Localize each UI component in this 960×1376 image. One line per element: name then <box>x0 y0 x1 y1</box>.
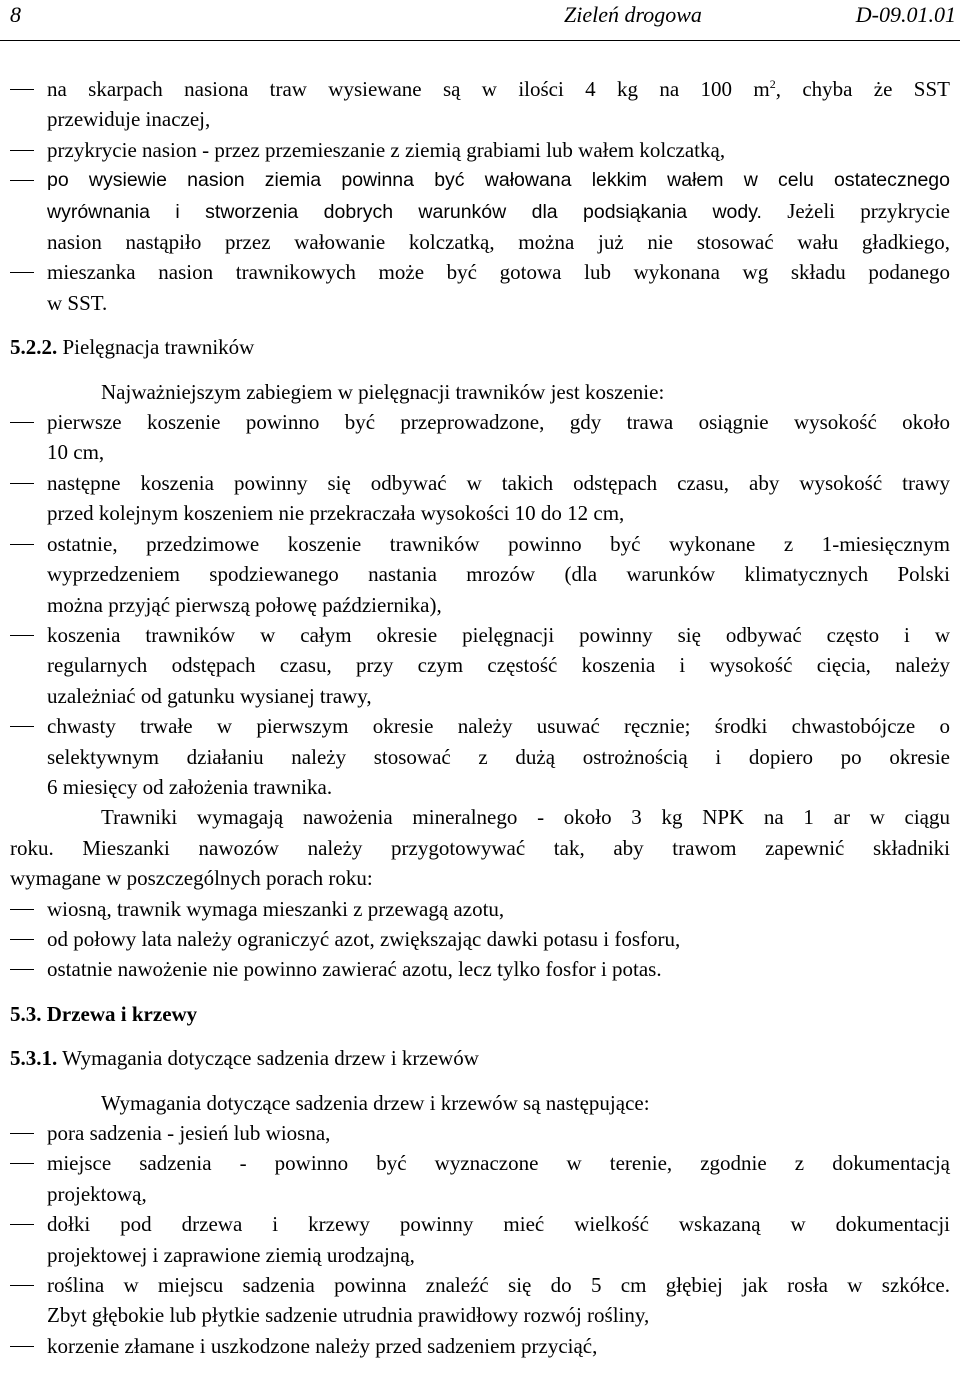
list-item <box>10 407 950 468</box>
dash-bullet-icon <box>10 180 34 181</box>
paragraph-text: Wymagania dotyczące sadzenia drzew i krzewów są następujące: <box>101 1090 650 1115</box>
section-number: 5.2.2. <box>10 335 58 360</box>
item-text: po wysiewie nasion ziemia powinna być wałowana lekkim wałem w celu ostatecznego <box>47 169 950 192</box>
list-item <box>10 1209 950 1270</box>
list-item <box>10 468 950 529</box>
section-heading <box>10 332 950 362</box>
paragraph-text: roku. Mieszanki nawozów należy przygotowywać tak, aby trawom zapewnić składniki <box>10 835 950 860</box>
dash-bullet-icon <box>10 1133 34 1134</box>
section-title: Wymagania dotyczące sadzenia drzew i krzewów <box>57 1046 479 1071</box>
dash-bullet-icon <box>10 483 34 484</box>
item-text: ostatnie nawożenie nie powinno zawierać azotu, lecz tylko fosfor i potas. <box>47 957 662 982</box>
item-text: pierwsze koszenie powinno być przeprowadzone, gdy trawa osiągnie wysokość około <box>47 410 950 435</box>
item-text: uzależniać od gatunku wysianej trawy, <box>47 683 372 708</box>
list-item <box>10 1118 950 1148</box>
dash-bullet-icon <box>10 1346 34 1347</box>
dash-bullet-icon <box>10 272 34 273</box>
dash-bullet-icon <box>10 969 34 970</box>
dash-bullet-icon <box>10 939 34 940</box>
section-heading <box>10 1043 950 1073</box>
page-header <box>0 0 960 41</box>
dash-bullet-icon <box>10 635 34 636</box>
item-text: projektową, <box>47 1181 147 1206</box>
item-text: w SST. <box>47 290 108 315</box>
item-text: nasion nastąpiło przez wałowanie kolczatką, można już nie stosować wału gładkiego, <box>47 230 950 255</box>
item-text: 10 cm, <box>47 440 105 465</box>
item-text: korzenie złamane i uszkodzone należy przed sadzeniem przyciąć, <box>47 1333 598 1358</box>
item-text: można przyjąć pierwszą połowę października), <box>47 592 442 617</box>
list-item <box>10 1331 950 1361</box>
list-item <box>10 1270 950 1331</box>
item-text: przewiduje inaczej, <box>47 107 211 132</box>
item-text: koszenia trawników w całym okresie pielęgnacji powinny się odbywać często i w <box>47 622 950 647</box>
list-item <box>10 894 950 924</box>
list-item <box>10 74 950 135</box>
item-text: mieszanka nasion trawnikowych może być gotowa lub wykonana wg składu podanego <box>47 260 950 285</box>
item-text: następne koszenia powinny się odbywać w takich odstępach czasu, aby wysokość trawy <box>47 470 950 495</box>
list-item <box>10 924 950 954</box>
item-text: na skarpach nasiona traw wysiewane są w ilości 4 kg na 100 m <box>47 77 770 101</box>
item-text: wyprzedzeniem spodziewanego nastania mrozów (dla warunków klimatycznych Polski <box>47 562 950 587</box>
section-number: 5.3.1. <box>10 1046 58 1071</box>
paragraph-text: Trawniki wymagają nawożenia mineralnego - około 3 kg NPK na 1 ar w ciągu <box>101 805 950 830</box>
item-text: selektywnym działaniu należy stosować z dużą ostrożnością i dopiero po okresie <box>47 744 950 769</box>
item-text: przed kolejnym koszeniem nie przekraczała wysokości 10 do 12 cm, <box>47 501 625 526</box>
section-title: 5.3. Drzewa i krzewy <box>10 1001 198 1026</box>
item-text: przykrycie nasion - przez przemieszanie z ziemią grabiami lub wałem kolczatką, <box>47 137 726 162</box>
document-code: D-09.01.01 <box>855 2 956 27</box>
section-title: Pielęgnacja trawników <box>57 335 255 360</box>
header-title: Zieleń drogowa <box>564 2 702 27</box>
item-text: od połowy lata należy ograniczyć azot, zwiększając dawki potasu i fosforu, <box>47 926 681 951</box>
item-text: miejsce sadzenia - powinno być wyznaczone w terenie, zgodnie z dokumentacją <box>47 1151 950 1176</box>
item-text: , chyba że SST <box>775 77 950 101</box>
item-text: chwasty trwałe w pierwszym okresie należy usuwać ręcznie; środki chwastobójcze o <box>47 714 950 739</box>
dash-bullet-icon <box>10 89 34 90</box>
list-item <box>10 257 950 318</box>
item-text: wyrównania i stworzenia dobrych warunków dla podsiąkania wody. <box>47 200 762 223</box>
item-text: roślina w miejscu sadzenia powinna znaleźć się do 5 cm głębiej jak rosła w szkółce. <box>47 1273 950 1298</box>
dash-bullet-icon <box>10 1285 34 1286</box>
item-text: regularnych odstępach czasu, przy czym częstość koszenia i wysokość cięcia, należy <box>47 653 950 678</box>
dash-bullet-icon <box>10 544 34 545</box>
superscript: 2 <box>769 77 776 91</box>
list-item <box>10 1148 950 1209</box>
dash-bullet-icon <box>10 726 34 727</box>
list-item <box>10 620 950 711</box>
paragraph-text: wymagane w poszczególnych porach roku: <box>10 866 373 891</box>
item-text: Zbyt głębokie lub płytkie sadzenie utrudnia prawidłowy rozwój rośliny, <box>47 1303 650 1328</box>
dash-bullet-icon <box>10 1224 34 1225</box>
list-item <box>10 135 950 165</box>
list-item <box>10 165 950 195</box>
dash-bullet-icon <box>10 909 34 910</box>
dash-bullet-icon <box>10 1163 34 1164</box>
section-heading <box>10 999 950 1029</box>
item-text: dołki pod drzewa i krzewy powinny mieć wielkość wskazaną w dokumentacji <box>47 1212 950 1237</box>
item-text: 6 miesięcy od założenia trawnika. <box>47 774 333 799</box>
dash-bullet-icon <box>10 150 34 151</box>
paragraph-text: Najważniejszym zabiegiem w pielęgnacji trawników jest koszenie: <box>101 379 665 404</box>
item-text: projektowej i zaprawione ziemią urodzajną, <box>47 1242 415 1267</box>
list-item <box>10 529 950 620</box>
list-item <box>10 711 950 802</box>
page-number: 8 <box>10 2 21 27</box>
document-body <box>10 74 950 1361</box>
item-text: Jeżeli przykrycie <box>761 198 950 223</box>
dash-bullet-icon <box>10 422 34 423</box>
item-text: ostatnie, przedzimowe koszenie trawników powinno być wykonane z 1-miesięcznym <box>47 531 950 556</box>
list-item <box>10 954 950 984</box>
item-text: pora sadzenia - jesień lub wiosna, <box>47 1121 331 1145</box>
item-text: wiosną, trawnik wymaga mieszanki z przewagą azotu, <box>47 896 505 921</box>
